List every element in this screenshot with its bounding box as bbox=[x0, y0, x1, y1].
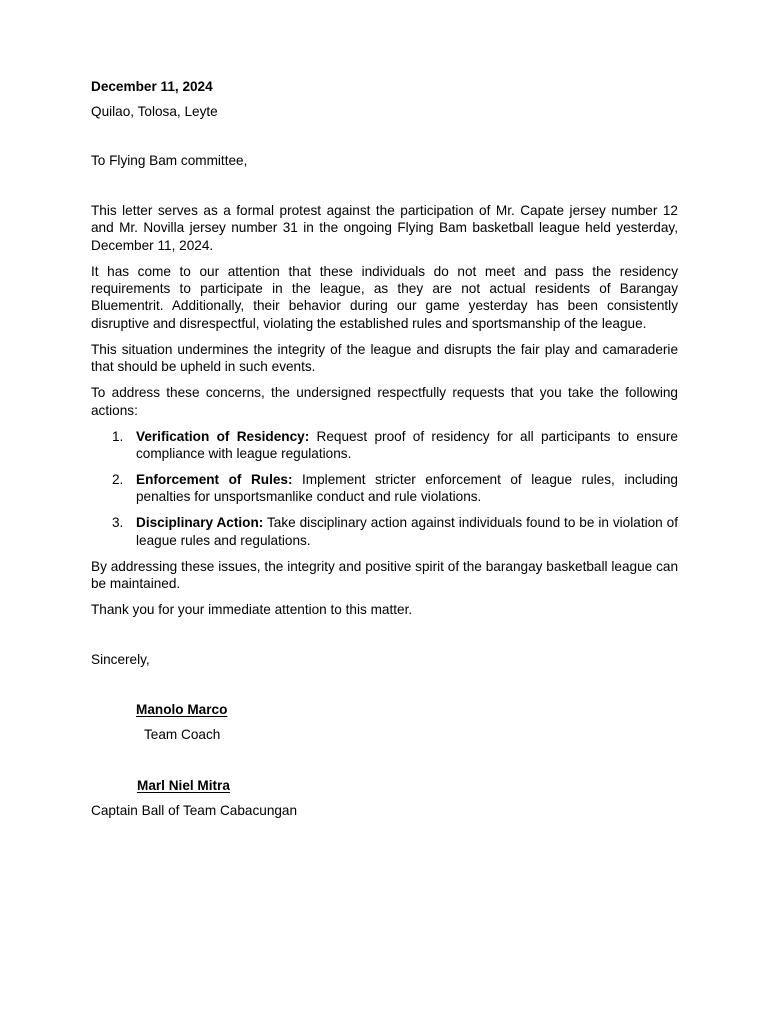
letter-date: December 11, 2024 bbox=[91, 79, 213, 94]
closing-paragraph: Thank you for your immediate attention to this matter. bbox=[91, 602, 413, 618]
list-item-number: 1. bbox=[112, 428, 124, 444]
signatory-title: Team Coach bbox=[144, 727, 221, 743]
signatory-name-text: Marl Niel Mitra bbox=[137, 777, 230, 793]
signatory-name bbox=[91, 777, 678, 794]
body-paragraph: This situation undermines the integrity of the league and disrupts the fair play and camaraderie that should be upheld in such events. bbox=[91, 341, 678, 375]
list-item-number: 2. bbox=[112, 472, 124, 488]
body-paragraph: This letter serves as a formal protest against the participation of Mr. Capate jersey number 12 and Mr. Novilla jersey number 31 in the ongoing Flying Bam basketball league held yesterday, December 11, 2024. bbox=[91, 202, 678, 253]
list-item bbox=[91, 428, 678, 463]
letter-page bbox=[91, 78, 678, 819]
list-item-text: Take disciplinary action against individuals found to be in violation of league rules and regulations. bbox=[136, 515, 678, 548]
list-item-text: Request proof of residency for all participants to ensure compliance with league regulations. bbox=[136, 428, 678, 462]
letter-salutation: To Flying Bam committee, bbox=[91, 153, 248, 169]
list-item-lead: Verification of Residency: bbox=[136, 428, 310, 444]
list-item-lead: Disciplinary Action: bbox=[136, 515, 264, 531]
closing-paragraph: By addressing these issues, the integrity and positive spirit of the barangay basketball league can be maintained. bbox=[91, 558, 678, 592]
list-item bbox=[91, 471, 678, 506]
list-item bbox=[91, 514, 678, 549]
signatory-name bbox=[91, 701, 678, 718]
signatory-title: Captain Ball of Team Cabacungan bbox=[91, 802, 298, 818]
body-paragraph: It has come to our attention that these individuals do not meet and pass the residency requirements to participate in the league, as they are not actual residents of Barangay Bluementrit. Additionally, their behavior during our game yesterday has been consistently disruptive and disrespectful, violating the established rules and sportsmanship of the league. bbox=[91, 263, 678, 331]
body-paragraph: To address these concerns, the undersigned respectfully requests that you take the following actions: bbox=[91, 385, 678, 418]
list-item-text: Implement stricter enforcement of league rules, including penalties for unsportsmanlike conduct and rule violations. bbox=[136, 472, 678, 505]
list-item-lead: Enforcement of Rules: bbox=[136, 472, 293, 488]
sign-off: Sincerely, bbox=[91, 651, 150, 667]
signatory-name-text: Manolo Marco bbox=[136, 702, 228, 718]
letter-location: Quilao, Tolosa, Leyte bbox=[91, 104, 218, 119]
list-item-number: 3. bbox=[112, 515, 124, 531]
requested-actions-list bbox=[91, 428, 678, 550]
